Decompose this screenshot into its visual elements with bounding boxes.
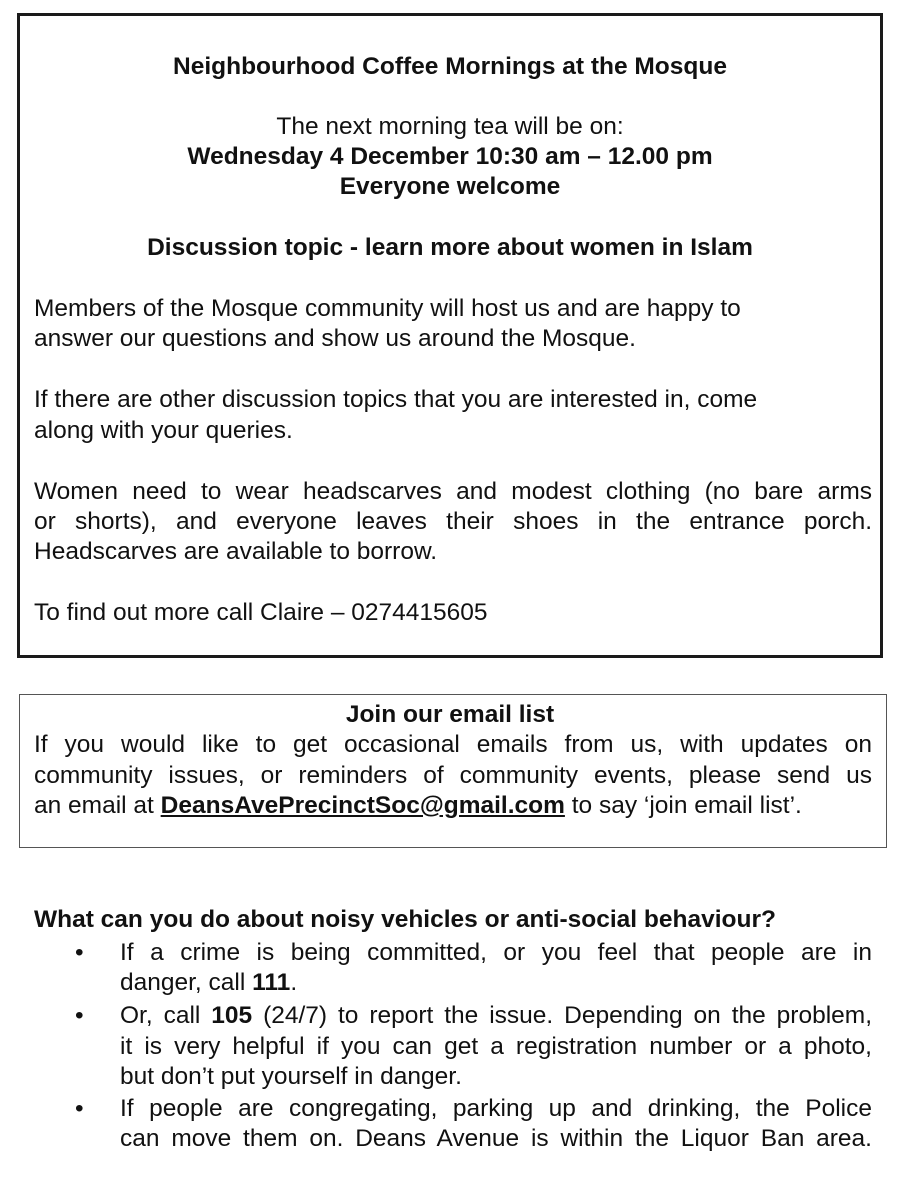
email-list-line: If you would like to get occasional emails from us, with updates on	[34, 731, 872, 758]
bullet-text: .	[290, 969, 298, 996]
paragraph-topics-line: along with your queries.	[34, 417, 293, 444]
police-number: 105	[211, 1002, 253, 1029]
welcome-text: Everyone welcome	[339, 173, 561, 200]
email-prefix: an email at	[34, 792, 161, 819]
paragraph-host-line: Members of the Mosque community will host us and are happy to	[34, 295, 741, 322]
paragraph-host-line: answer our questions and show us around the Mosque.	[34, 325, 636, 352]
paragraph-dress-line: Women need to wear headscarves and modest clothing (no bare arms	[34, 478, 872, 505]
bullet-liquor-line: If people are congregating, parking up and drinking, the Police	[120, 1095, 872, 1122]
noisy-heading: What can you do about noisy vehicles or anti-social behaviour?	[34, 906, 776, 933]
bullet-report-line: but don’t put yourself in danger.	[120, 1063, 462, 1090]
bullet-text: (24/7) to report the issue. Depending on the problem,	[252, 1002, 873, 1029]
bullet-text: danger, call	[120, 969, 253, 996]
paragraph-topics-line: If there are other discussion topics that you are interested in, come	[34, 386, 758, 413]
bullet-report-line: it is very helpful if you can get a registration number or a photo,	[120, 1033, 872, 1060]
bullet-marker: •	[75, 939, 84, 966]
event-datetime: Wednesday 4 December 10:30 am – 12.00 pm	[187, 143, 713, 170]
bullet-report-line	[120, 1001, 872, 1031]
discussion-topic: Discussion topic - learn more about women in Islam	[147, 234, 753, 261]
contact-line: To find out more call Claire – 0274415605	[34, 599, 488, 626]
email-suffix: to say ‘join email list’.	[564, 792, 802, 819]
paragraph-dress-line: or shorts), and everyone leaves their shoes in the entrance porch.	[34, 508, 872, 535]
email-list-line: community issues, or reminders of community events, please send us	[34, 762, 872, 789]
bullet-crime-line: If a crime is being committed, or you feel that people are in	[120, 939, 872, 966]
bullet-liquor-line: can move them on. Deans Avenue is within the Liquor Ban area.	[120, 1125, 872, 1152]
intro-text: The next morning tea will be on:	[276, 113, 624, 140]
email-link[interactable]: DeansAvePrecinctSoc@gmail.com	[160, 792, 565, 819]
paragraph-dress-line: Headscarves are available to borrow.	[34, 538, 438, 565]
bullet-marker: •	[75, 1095, 84, 1122]
bullet-text: Or, call	[120, 1002, 212, 1029]
bullet-crime-line	[120, 968, 297, 998]
coffee-title: Neighbourhood Coffee Mornings at the Mosque	[173, 53, 727, 80]
email-list-line	[34, 791, 802, 821]
email-list-title: Join our email list	[345, 701, 555, 728]
bullet-marker: •	[75, 1002, 84, 1029]
emergency-number: 111	[252, 969, 291, 996]
